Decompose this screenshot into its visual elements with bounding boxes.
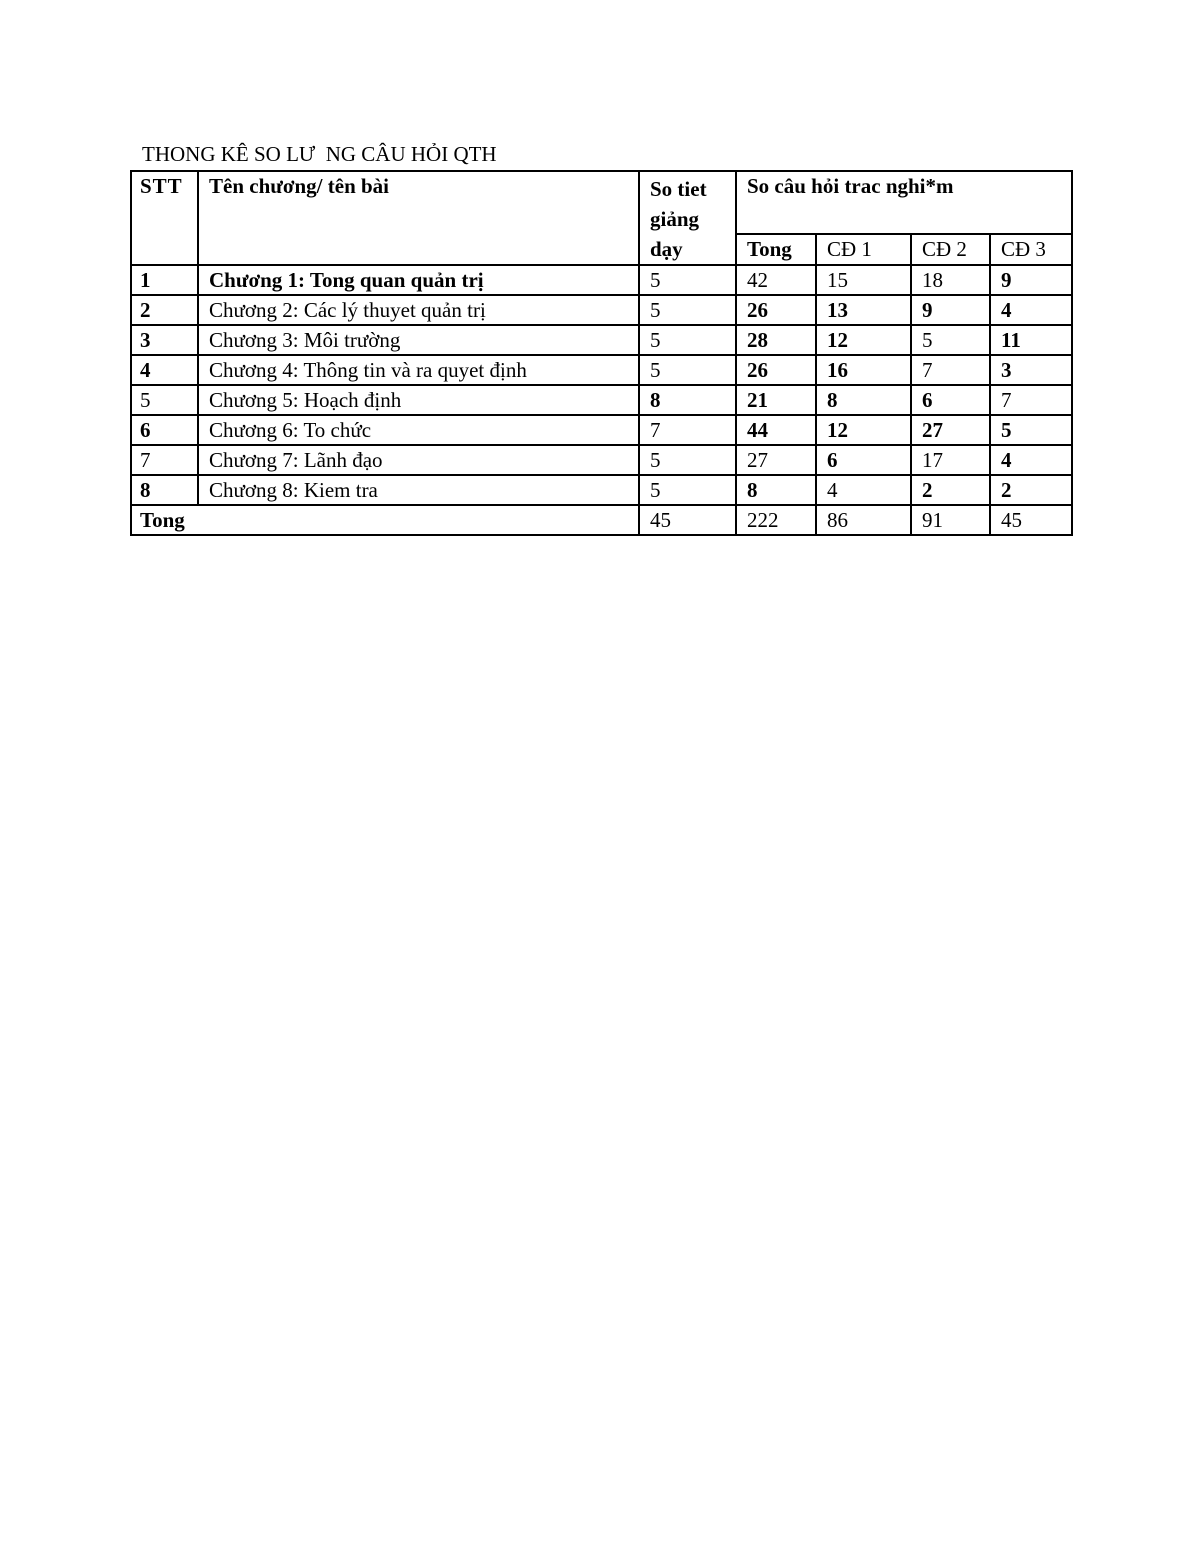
row-total: 27 — [736, 445, 816, 475]
row-cd3: 9 — [990, 265, 1072, 295]
total-cd1: 86 — [816, 505, 911, 535]
row-stt: 7 — [131, 445, 198, 475]
document-title: THONG KÊ SO LƯ NG CÂU HỎI QTH — [142, 142, 497, 166]
row-total: 26 — [736, 295, 816, 325]
row-total: 28 — [736, 325, 816, 355]
row-total: 44 — [736, 415, 816, 445]
header-chapter-name: Tên chương/ tên bài — [198, 171, 639, 265]
row-stt: 6 — [131, 415, 198, 445]
table-row — [131, 445, 1072, 475]
row-cd1: 16 — [816, 355, 911, 385]
total-questions: 222 — [736, 505, 816, 535]
row-total: 26 — [736, 355, 816, 385]
row-chapter-name: Chương 2: Các lý thuyet quản trị — [198, 295, 639, 325]
row-stt: 3 — [131, 325, 198, 355]
question-stats-table — [130, 170, 1073, 536]
row-stt: 1 — [131, 265, 198, 295]
table-row — [131, 385, 1072, 415]
row-cd1: 12 — [816, 415, 911, 445]
row-periods: 5 — [639, 445, 736, 475]
row-periods: 5 — [639, 325, 736, 355]
row-periods: 5 — [639, 295, 736, 325]
table-total-row — [131, 505, 1072, 535]
row-cd2: 27 — [911, 415, 990, 445]
row-chapter-name: Chương 3: Môi trường — [198, 325, 639, 355]
table-row — [131, 295, 1072, 325]
row-chapter-name: Chương 6: To chức — [198, 415, 639, 445]
row-cd3: 4 — [990, 445, 1072, 475]
row-periods: 8 — [639, 385, 736, 415]
row-chapter-name: Chương 1: Tong quan quản trị — [198, 265, 639, 295]
row-cd3: 2 — [990, 475, 1072, 505]
row-cd1: 12 — [816, 325, 911, 355]
row-chapter-name: Chương 4: Thông tin và ra quyet định — [198, 355, 639, 385]
row-stt: 8 — [131, 475, 198, 505]
row-cd2: 7 — [911, 355, 990, 385]
table-header-row — [131, 171, 1072, 234]
row-cd1: 6 — [816, 445, 911, 475]
header-teaching-periods: So tiet giảng dạy — [639, 171, 736, 265]
row-chapter-name: Chương 5: Hoạch định — [198, 385, 639, 415]
row-cd2: 6 — [911, 385, 990, 415]
table-row — [131, 265, 1072, 295]
table-row — [131, 475, 1072, 505]
total-label: Tong — [131, 505, 639, 535]
header-question-count-group: So câu hỏi trac nghi*m — [736, 171, 1072, 234]
header-cd3: CĐ 3 — [990, 234, 1072, 265]
total-cd3: 45 — [990, 505, 1072, 535]
row-chapter-name: Chương 8: Kiem tra — [198, 475, 639, 505]
row-cd3: 7 — [990, 385, 1072, 415]
row-cd2: 18 — [911, 265, 990, 295]
row-total: 42 — [736, 265, 816, 295]
row-periods: 7 — [639, 415, 736, 445]
header-cd2: CĐ 2 — [911, 234, 990, 265]
row-cd3: 5 — [990, 415, 1072, 445]
row-cd2: 5 — [911, 325, 990, 355]
row-total: 8 — [736, 475, 816, 505]
row-cd2: 2 — [911, 475, 990, 505]
row-stt: 5 — [131, 385, 198, 415]
row-cd3: 4 — [990, 295, 1072, 325]
header-stt: STT — [131, 171, 198, 265]
table-row — [131, 325, 1072, 355]
row-chapter-name: Chương 7: Lãnh đạo — [198, 445, 639, 475]
row-stt: 2 — [131, 295, 198, 325]
total-cd2: 91 — [911, 505, 990, 535]
table-row — [131, 415, 1072, 445]
row-cd2: 9 — [911, 295, 990, 325]
row-periods: 5 — [639, 265, 736, 295]
row-total: 21 — [736, 385, 816, 415]
row-cd1: 13 — [816, 295, 911, 325]
row-cd2: 17 — [911, 445, 990, 475]
header-cd1: CĐ 1 — [816, 234, 911, 265]
header-total: Tong — [736, 234, 816, 265]
row-periods: 5 — [639, 355, 736, 385]
table-row — [131, 355, 1072, 385]
row-cd1: 8 — [816, 385, 911, 415]
total-periods: 45 — [639, 505, 736, 535]
row-cd3: 3 — [990, 355, 1072, 385]
row-cd1: 15 — [816, 265, 911, 295]
row-periods: 5 — [639, 475, 736, 505]
row-cd1: 4 — [816, 475, 911, 505]
row-cd3: 11 — [990, 325, 1072, 355]
row-stt: 4 — [131, 355, 198, 385]
